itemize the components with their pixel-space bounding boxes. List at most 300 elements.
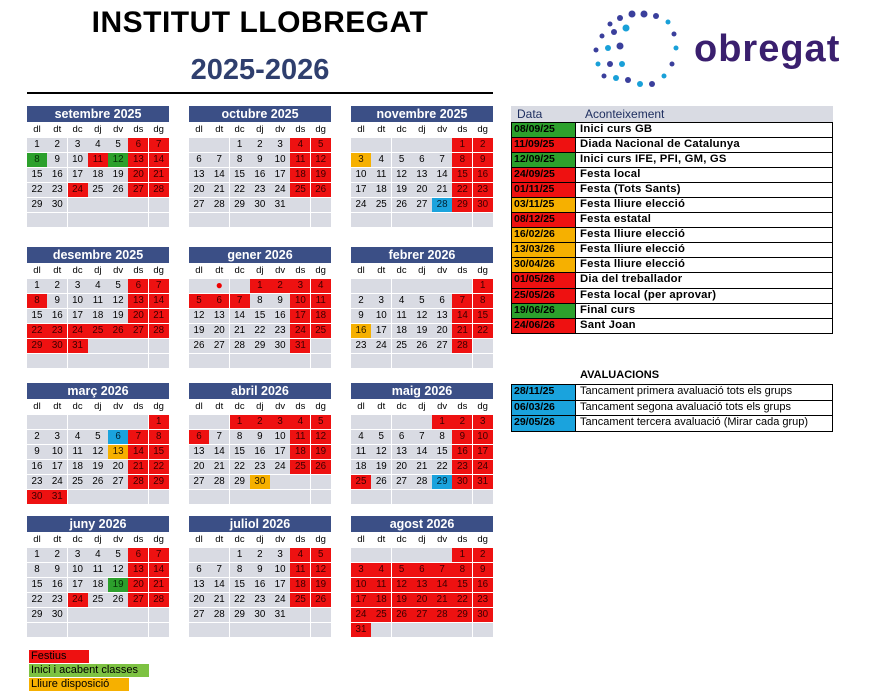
- weekday-label: dg: [473, 532, 493, 547]
- day-cell: 6: [128, 138, 148, 152]
- day-cell: 9: [473, 563, 493, 577]
- day-cell: 30: [473, 198, 493, 212]
- day-cell: 8: [27, 563, 47, 577]
- day-cell: [452, 354, 472, 368]
- day-cell: [128, 213, 148, 227]
- weekday-label: dj: [88, 532, 108, 547]
- weekday-label: dl: [351, 399, 371, 414]
- day-cell: 13: [412, 578, 432, 592]
- day-cell: 13: [108, 445, 128, 459]
- day-cell: [209, 490, 229, 504]
- day-cell: 20: [412, 183, 432, 197]
- day-cell: 12: [88, 445, 108, 459]
- weekday-label: dg: [149, 122, 169, 137]
- day-cell: 26: [108, 183, 128, 197]
- day-cell: 26: [189, 339, 209, 353]
- day-cell: 2: [47, 138, 67, 152]
- weekday-label: ds: [128, 532, 148, 547]
- day-cell: [351, 548, 371, 562]
- day-cell: 26: [371, 475, 391, 489]
- day-cell: [189, 623, 209, 637]
- weekday-label: dg: [311, 263, 331, 278]
- day-cell: 14: [412, 445, 432, 459]
- day-cell: 22: [473, 324, 493, 338]
- day-cell: [88, 490, 108, 504]
- day-cell: 12: [189, 309, 209, 323]
- day-cell: 15: [250, 309, 270, 323]
- day-cell: 14: [209, 168, 229, 182]
- day-cell: 19: [311, 168, 331, 182]
- month-calendar: [351, 247, 493, 369]
- day-cell: 10: [351, 578, 371, 592]
- day-cell: [149, 490, 169, 504]
- day-cell: 2: [47, 279, 67, 293]
- logo-wordmark: obregat: [694, 28, 841, 70]
- day-cell: [290, 198, 310, 212]
- day-cell: [392, 415, 412, 429]
- day-cell: 21: [149, 168, 169, 182]
- day-cell: 8: [230, 153, 250, 167]
- day-cell: 20: [128, 578, 148, 592]
- day-cell: 20: [189, 460, 209, 474]
- day-cell: 25: [371, 198, 391, 212]
- day-cell: 16: [452, 445, 472, 459]
- weekday-label: dv: [270, 122, 290, 137]
- day-cell: 18: [311, 309, 331, 323]
- day-cell: 11: [88, 153, 108, 167]
- day-cell: 17: [68, 168, 88, 182]
- day-cell: 11: [88, 294, 108, 308]
- month-calendar: [189, 106, 331, 228]
- weekday-label: dc: [230, 532, 250, 547]
- event-row: [511, 228, 833, 243]
- weekday-label: dj: [412, 532, 432, 547]
- weekday-label: ds: [128, 263, 148, 278]
- day-cell: [270, 623, 290, 637]
- day-cell: 24: [473, 460, 493, 474]
- event-date: 08/12/25: [512, 213, 576, 227]
- day-cell: 12: [412, 309, 432, 323]
- day-cell: 1: [432, 415, 452, 429]
- day-cell: 30: [27, 490, 47, 504]
- day-cell: 20: [209, 324, 229, 338]
- day-cell: [128, 608, 148, 622]
- day-cell: 24: [270, 593, 290, 607]
- day-cell: 12: [311, 563, 331, 577]
- day-cell: 28: [209, 198, 229, 212]
- day-cell: 30: [250, 475, 270, 489]
- event-text: Sant Joan: [580, 318, 636, 331]
- event-row: [511, 289, 833, 304]
- day-cell: 16: [47, 578, 67, 592]
- avaluacio-date: 06/03/26: [512, 401, 576, 416]
- day-cell: 25: [88, 324, 108, 338]
- day-cell: 15: [452, 578, 472, 592]
- day-cell: 21: [209, 183, 229, 197]
- day-cell: [209, 623, 229, 637]
- day-cell: 8: [250, 294, 270, 308]
- day-cell: [371, 213, 391, 227]
- day-cell: 1: [149, 415, 169, 429]
- day-cell: 21: [432, 593, 452, 607]
- day-cell: 4: [290, 415, 310, 429]
- weekday-label: dt: [209, 399, 229, 414]
- day-cell: 25: [371, 608, 391, 622]
- day-cell: 5: [392, 153, 412, 167]
- event-row: [511, 213, 833, 228]
- day-cell: 18: [88, 578, 108, 592]
- weekday-label: dg: [473, 263, 493, 278]
- day-cell: 7: [230, 294, 250, 308]
- day-cell: 27: [392, 475, 412, 489]
- day-cell: 21: [432, 183, 452, 197]
- weekday-label: dj: [250, 399, 270, 414]
- day-cell: [432, 213, 452, 227]
- day-cell: 22: [230, 593, 250, 607]
- day-cell: 24: [47, 475, 67, 489]
- day-cell: 20: [432, 324, 452, 338]
- event-row: [511, 304, 833, 319]
- weekday-label: dl: [189, 532, 209, 547]
- day-cell: 27: [108, 475, 128, 489]
- day-cell: 15: [432, 445, 452, 459]
- weekday-label: dt: [209, 532, 229, 547]
- day-cell: [432, 490, 452, 504]
- weekday-label: dc: [68, 263, 88, 278]
- weekday-label: dj: [412, 399, 432, 414]
- day-cell: 1: [250, 279, 270, 293]
- event-text: Inici curs GB: [580, 123, 653, 135]
- day-cell: [209, 548, 229, 562]
- day-cell: 15: [27, 578, 47, 592]
- day-cell: [230, 354, 250, 368]
- day-cell: 8: [27, 153, 47, 167]
- weekday-label: dt: [47, 263, 67, 278]
- day-cell: [230, 279, 250, 293]
- weekday-label: dl: [351, 263, 371, 278]
- day-cell: [371, 354, 391, 368]
- day-cell: 10: [68, 294, 88, 308]
- day-cell: 12: [108, 153, 128, 167]
- day-cell: [149, 354, 169, 368]
- day-cell: [412, 548, 432, 562]
- day-cell: [108, 198, 128, 212]
- avaluacio-date: 28/11/25: [512, 385, 576, 400]
- day-cell: 6: [412, 563, 432, 577]
- day-cell: 31: [270, 608, 290, 622]
- day-cell: 24: [351, 608, 371, 622]
- day-cell: 27: [412, 608, 432, 622]
- day-cell: [47, 623, 67, 637]
- month-calendar: [351, 516, 493, 638]
- day-cell: [189, 490, 209, 504]
- day-cell: 28: [149, 324, 169, 338]
- day-cell: 6: [412, 153, 432, 167]
- day-cell: 6: [128, 279, 148, 293]
- weekday-label: ds: [128, 399, 148, 414]
- weekday-label: dv: [108, 532, 128, 547]
- day-cell: 14: [432, 578, 452, 592]
- month-calendar: [27, 516, 169, 638]
- day-cell: 1: [27, 279, 47, 293]
- day-cell: 30: [250, 608, 270, 622]
- day-cell: 16: [270, 309, 290, 323]
- day-cell: [392, 138, 412, 152]
- day-cell: [250, 490, 270, 504]
- weekday-label: dt: [371, 263, 391, 278]
- day-cell: 10: [270, 430, 290, 444]
- day-cell: 3: [68, 138, 88, 152]
- day-cell: [290, 608, 310, 622]
- weekday-label: dl: [27, 532, 47, 547]
- day-cell: [311, 608, 331, 622]
- day-cell: [351, 213, 371, 227]
- day-cell: [290, 623, 310, 637]
- day-cell: [290, 354, 310, 368]
- legend-item: Festius: [29, 650, 89, 663]
- day-cell: [189, 354, 209, 368]
- day-cell: 2: [27, 430, 47, 444]
- day-cell: [68, 608, 88, 622]
- month-title: octubre 2025: [189, 106, 331, 122]
- day-cell: 25: [290, 183, 310, 197]
- month-title: abril 2026: [189, 383, 331, 399]
- day-cell: 3: [351, 563, 371, 577]
- day-cell: [128, 490, 148, 504]
- day-cell: 21: [209, 593, 229, 607]
- day-cell: 13: [189, 168, 209, 182]
- events-table: [511, 106, 833, 334]
- weekday-label: dj: [412, 122, 432, 137]
- day-cell: 2: [473, 548, 493, 562]
- day-cell: [270, 475, 290, 489]
- day-cell: [270, 213, 290, 227]
- day-cell: 20: [128, 309, 148, 323]
- day-cell: [351, 415, 371, 429]
- month-title: febrer 2026: [351, 247, 493, 263]
- day-cell: [351, 490, 371, 504]
- day-cell: 9: [250, 563, 270, 577]
- day-cell: 25: [311, 324, 331, 338]
- day-cell: 23: [351, 339, 371, 353]
- weekday-label: dj: [250, 263, 270, 278]
- legend-item: Inici i acabent classes: [29, 664, 149, 677]
- day-cell: 30: [47, 608, 67, 622]
- day-cell: [189, 415, 209, 429]
- day-cell: 28: [149, 593, 169, 607]
- avaluacio-row: [511, 384, 833, 401]
- day-cell: 19: [108, 168, 128, 182]
- weekday-label: ds: [290, 263, 310, 278]
- day-cell: 2: [250, 548, 270, 562]
- day-cell: [68, 623, 88, 637]
- event-text: Festa lliure elecció: [580, 198, 686, 211]
- day-cell: 9: [47, 294, 67, 308]
- events-header-date: Data: [517, 107, 543, 121]
- day-cell: 23: [473, 183, 493, 197]
- weekday-label: dv: [432, 399, 452, 414]
- school-year: 2025-2026: [190, 54, 330, 86]
- weekday-label: dj: [88, 263, 108, 278]
- day-cell: [189, 213, 209, 227]
- day-cell: 11: [68, 445, 88, 459]
- weekday-label: dg: [311, 399, 331, 414]
- day-cell: 20: [189, 593, 209, 607]
- month-calendar: [189, 247, 331, 369]
- day-cell: 13: [209, 309, 229, 323]
- month-title: desembre 2025: [27, 247, 169, 263]
- day-cell: 22: [432, 460, 452, 474]
- day-cell: 15: [149, 445, 169, 459]
- day-cell: 6: [189, 563, 209, 577]
- day-cell: 7: [149, 279, 169, 293]
- day-cell: 2: [452, 415, 472, 429]
- day-cell: 23: [27, 475, 47, 489]
- day-cell: 26: [392, 198, 412, 212]
- day-cell: 24: [68, 593, 88, 607]
- day-cell: 24: [351, 198, 371, 212]
- day-cell: 27: [209, 339, 229, 353]
- day-cell: [371, 623, 391, 637]
- day-cell: 22: [452, 183, 472, 197]
- day-cell: [311, 213, 331, 227]
- month-title: juliol 2026: [189, 516, 331, 532]
- day-cell: 7: [209, 153, 229, 167]
- day-cell: 20: [128, 168, 148, 182]
- day-cell: 16: [47, 309, 67, 323]
- event-text: Festa estatal: [580, 213, 652, 226]
- day-cell: 5: [371, 430, 391, 444]
- day-cell: [270, 490, 290, 504]
- day-cell: 1: [230, 138, 250, 152]
- month-title: novembre 2025: [351, 106, 493, 122]
- month-calendar: [351, 383, 493, 505]
- day-cell: 12: [108, 563, 128, 577]
- day-cell: [128, 623, 148, 637]
- day-cell: 15: [473, 309, 493, 323]
- event-row: [511, 243, 833, 258]
- day-cell: 3: [290, 279, 310, 293]
- day-cell: 3: [68, 548, 88, 562]
- day-cell: [311, 198, 331, 212]
- weekday-label: dt: [371, 532, 391, 547]
- day-cell: 18: [392, 324, 412, 338]
- month-calendar: [189, 516, 331, 638]
- day-cell: 11: [290, 563, 310, 577]
- day-cell: 10: [290, 294, 310, 308]
- day-cell: 10: [68, 563, 88, 577]
- day-cell: 24: [270, 183, 290, 197]
- day-cell: 26: [311, 593, 331, 607]
- day-cell: 4: [88, 279, 108, 293]
- day-cell: 25: [290, 593, 310, 607]
- day-cell: 16: [250, 168, 270, 182]
- day-cell: 11: [311, 294, 331, 308]
- weekday-label: dl: [351, 532, 371, 547]
- weekday-label: dg: [149, 263, 169, 278]
- day-cell: [189, 138, 209, 152]
- day-cell: [88, 213, 108, 227]
- day-cell: 4: [351, 430, 371, 444]
- day-cell: [128, 339, 148, 353]
- day-cell: 28: [149, 183, 169, 197]
- event-text: Festa lliure elecció: [580, 258, 686, 271]
- day-cell: 30: [452, 475, 472, 489]
- event-date: 16/02/26: [512, 228, 576, 242]
- day-cell: [473, 354, 493, 368]
- day-cell: 27: [432, 339, 452, 353]
- day-cell: 20: [189, 183, 209, 197]
- weekday-label: dv: [270, 399, 290, 414]
- day-cell: 14: [432, 168, 452, 182]
- day-cell: 13: [128, 563, 148, 577]
- avaluacio-date: 29/05/26: [512, 416, 576, 431]
- day-cell: 11: [351, 445, 371, 459]
- day-cell: [311, 490, 331, 504]
- day-cell: 16: [27, 460, 47, 474]
- event-text: Dia del treballador: [580, 273, 683, 286]
- day-cell: 11: [290, 153, 310, 167]
- day-cell: 15: [452, 168, 472, 182]
- day-cell: 2: [351, 294, 371, 308]
- day-cell: [250, 354, 270, 368]
- day-cell: 11: [392, 309, 412, 323]
- weekday-label: ds: [128, 122, 148, 137]
- day-cell: 19: [412, 324, 432, 338]
- day-cell: 26: [88, 475, 108, 489]
- day-cell: 10: [270, 153, 290, 167]
- event-date: 24/09/25: [512, 168, 576, 182]
- day-cell: 28: [432, 198, 452, 212]
- day-cell: 3: [47, 430, 67, 444]
- day-cell: [128, 415, 148, 429]
- day-cell: 12: [108, 294, 128, 308]
- logo-mark: ll: [638, 30, 661, 75]
- day-cell: [189, 279, 209, 293]
- day-cell: 24: [68, 324, 88, 338]
- day-cell: 16: [351, 324, 371, 338]
- day-cell: [209, 415, 229, 429]
- day-cell: [209, 213, 229, 227]
- day-cell: 8: [452, 153, 472, 167]
- day-cell: [230, 623, 250, 637]
- day-cell: 16: [47, 168, 67, 182]
- day-cell: 9: [47, 153, 67, 167]
- day-cell: 27: [189, 198, 209, 212]
- event-text: Diada Nacional de Catalunya: [580, 138, 740, 151]
- day-cell: 19: [311, 445, 331, 459]
- day-cell: 24: [270, 460, 290, 474]
- weekday-label: dv: [108, 263, 128, 278]
- day-cell: [88, 608, 108, 622]
- day-cell: 22: [27, 183, 47, 197]
- day-cell: [88, 339, 108, 353]
- day-cell: 3: [270, 415, 290, 429]
- day-cell: 14: [452, 309, 472, 323]
- day-cell: [88, 198, 108, 212]
- day-cell: 28: [412, 475, 432, 489]
- day-cell: 23: [47, 324, 67, 338]
- day-cell: [27, 415, 47, 429]
- day-cell: 13: [128, 153, 148, 167]
- day-cell: 21: [128, 460, 148, 474]
- day-cell: 31: [473, 475, 493, 489]
- event-date: 13/03/26: [512, 243, 576, 257]
- day-cell: 26: [412, 339, 432, 353]
- day-cell: 10: [351, 168, 371, 182]
- event-row: [511, 168, 833, 183]
- month-title: març 2026: [27, 383, 169, 399]
